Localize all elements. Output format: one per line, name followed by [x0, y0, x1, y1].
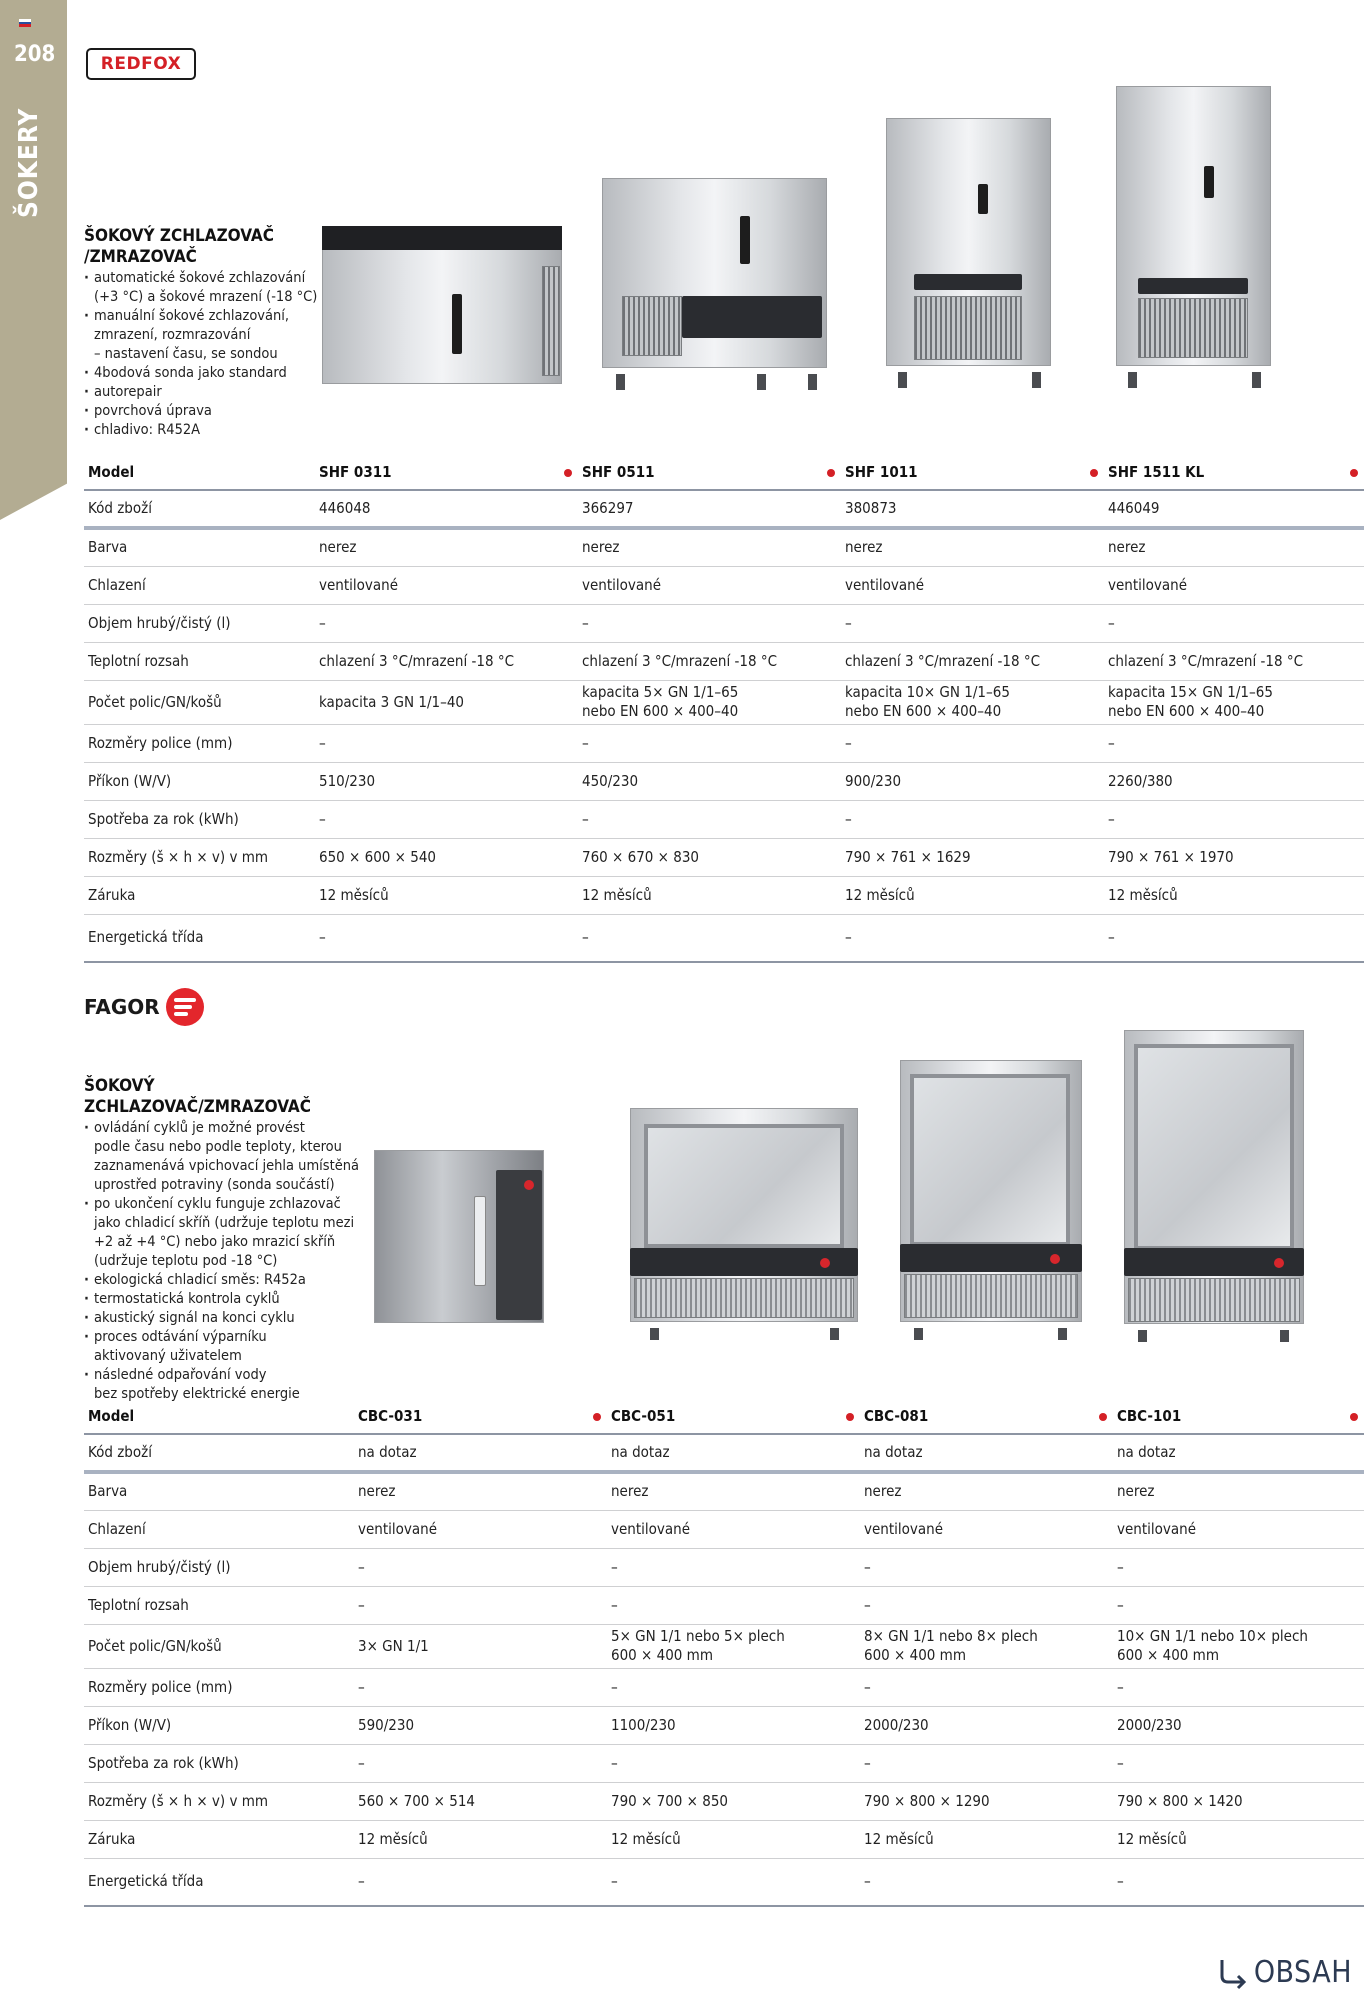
table-header-row: [84, 1400, 1364, 1434]
table-cell: 560 × 700 × 514: [354, 1782, 607, 1820]
table-cell: 2260/380: [1104, 762, 1364, 800]
table-cell: 790 × 800 × 1290: [860, 1782, 1113, 1820]
feature-item: · po ukončení cyklu funguje zchlazovač jako chladicí skříň (udržuje teplotu mezi +2 až +4 °C) nebo jako mrazicí skříň (udržuje teplotu pod -18 °C): [84, 1195, 384, 1271]
table-cell: Energetická třída: [84, 1858, 354, 1906]
table-cell: Objem hrubý/čistý (l): [84, 1548, 354, 1586]
table-cell: ventilované: [354, 1510, 607, 1548]
fagor-description: [84, 1076, 384, 1404]
table-cell: 12 měsíců: [578, 876, 841, 914]
table-cell: 12 měsíců: [1104, 876, 1364, 914]
table-cell: –: [354, 1858, 607, 1906]
table-cell: 790 × 761 × 1629: [841, 838, 1104, 876]
table-cell: –: [1113, 1548, 1364, 1586]
table-cell: 380873: [841, 490, 1104, 528]
product-image-cbc101: [1124, 1030, 1304, 1342]
table-cell: –: [860, 1744, 1113, 1782]
header-cell: CBC-031: [354, 1400, 607, 1434]
table-row: [84, 528, 1364, 566]
table-cell: ventilované: [1104, 566, 1364, 604]
table-cell: kapacita 3 GN 1/1–40: [315, 680, 578, 724]
feature-item: · akustický signál na konci cyklu: [84, 1309, 384, 1328]
header-cell: Model: [84, 456, 315, 490]
table-cell: ventilované: [578, 566, 841, 604]
feature-item: · ovládání cyklů je možné provést podle času nebo podle teploty, kterou zaznamenává vpichovací jehla umístěná uprostřed potraviny (sonda součástí): [84, 1119, 384, 1195]
product-image-shf0311: [322, 226, 562, 396]
table-cell: Záruka: [84, 1820, 354, 1858]
table-row: [84, 724, 1364, 762]
table-cell: nerez: [607, 1472, 860, 1510]
table-cell: –: [607, 1548, 860, 1586]
table-cell: Barva: [84, 1472, 354, 1510]
redfox-logo: REDFOX: [86, 48, 196, 80]
table-cell: kapacita 5× GN 1/1–65 nebo EN 600 × 400–40: [578, 680, 841, 724]
table-cell: –: [1104, 800, 1364, 838]
header-cell: SHF 0311: [315, 456, 578, 490]
table-cell: –: [841, 914, 1104, 962]
table-cell: –: [315, 914, 578, 962]
feature-item: · ekologická chladicí směs: R452a: [84, 1271, 384, 1290]
table-cell: nerez: [315, 528, 578, 566]
table-cell: 12 měsíců: [860, 1820, 1113, 1858]
header-cell: Model: [84, 1400, 354, 1434]
flag-icon: [19, 19, 31, 27]
feature-item: · automatické šokové zchlazování (+3 °C) a šokové mrazení (-18 °C): [84, 269, 384, 307]
table-row: [84, 800, 1364, 838]
table-cell: na dotaz: [1113, 1434, 1364, 1472]
table-cell: –: [1104, 914, 1364, 962]
table-cell: –: [315, 724, 578, 762]
section-tab: [0, 0, 67, 520]
table-row: [84, 1668, 1364, 1706]
table-cell: –: [354, 1744, 607, 1782]
fagor-feature-list: [84, 1119, 384, 1404]
table-cell: –: [860, 1586, 1113, 1624]
table-cell: –: [860, 1548, 1113, 1586]
red-dot-icon: [1090, 469, 1098, 477]
table-row: [84, 876, 1364, 914]
table-cell: –: [1104, 604, 1364, 642]
table-row: [84, 1510, 1364, 1548]
table-row: [84, 1586, 1364, 1624]
table-cell: na dotaz: [860, 1434, 1113, 1472]
table-row: [84, 680, 1364, 724]
table-cell: chlazení 3 °C/mrazení -18 °C: [315, 642, 578, 680]
table-cell: 760 × 670 × 830: [578, 838, 841, 876]
page-number: 208: [14, 42, 56, 67]
feature-item: · manuální šokové zchlazování, zmrazení, rozmrazování – nastavení času, se sondou: [84, 307, 384, 364]
table-cell: Příkon (W/V): [84, 1706, 354, 1744]
table-cell: nerez: [841, 528, 1104, 566]
table-row: [84, 1858, 1364, 1906]
table-cell: 12 měsíců: [841, 876, 1104, 914]
table-cell: Rozměry (š × h × v) v mm: [84, 838, 315, 876]
table-cell: Kód zboží: [84, 1434, 354, 1472]
product-image-shf1511kl: [1116, 86, 1271, 388]
table-cell: 900/230: [841, 762, 1104, 800]
table-cell: 366297: [578, 490, 841, 528]
table-row: [84, 1782, 1364, 1820]
table-cell: chlazení 3 °C/mrazení -18 °C: [841, 642, 1104, 680]
table-cell: –: [607, 1586, 860, 1624]
feature-item: · chladivo: R452A: [84, 421, 384, 440]
table-cell: 446049: [1104, 490, 1364, 528]
table-cell: Energetická třída: [84, 914, 315, 962]
table-cell: –: [1104, 724, 1364, 762]
table-cell: 3× GN 1/1: [354, 1624, 607, 1668]
table-cell: –: [315, 800, 578, 838]
redfox-title: ŠOKOVÝ ZCHLAZOVAČ /ZMRAZOVAČ: [84, 226, 274, 267]
table-cell: 1100/230: [607, 1706, 860, 1744]
table-cell: 12 měsíců: [607, 1820, 860, 1858]
feature-item: · termostatická kontrola cyklů: [84, 1290, 384, 1309]
fagor-spec-table: [84, 1400, 1364, 1907]
table-row: [84, 604, 1364, 642]
table-cell: Počet polic/GN/košů: [84, 1624, 354, 1668]
table-cell: 446048: [315, 490, 578, 528]
red-dot-icon: [1350, 469, 1358, 477]
table-cell: –: [1113, 1668, 1364, 1706]
table-cell: Chlazení: [84, 566, 315, 604]
table-cell: 790 × 800 × 1420: [1113, 1782, 1364, 1820]
redfox-spec-table: [84, 456, 1364, 963]
table-cell: 12 měsíců: [1113, 1820, 1364, 1858]
table-row: [84, 1548, 1364, 1586]
table-cell: ventilované: [841, 566, 1104, 604]
table-cell: –: [860, 1858, 1113, 1906]
table-cell: –: [354, 1548, 607, 1586]
table-cell: 5× GN 1/1 nebo 5× plech 600 × 400 mm: [607, 1624, 860, 1668]
table-cell: chlazení 3 °C/mrazení -18 °C: [1104, 642, 1364, 680]
fagor-mark-icon: [166, 988, 204, 1026]
table-cell: –: [607, 1744, 860, 1782]
table-cell: –: [354, 1668, 607, 1706]
feature-item: · povrchová úprava: [84, 402, 384, 421]
red-dot-icon: [827, 469, 835, 477]
table-cell: 2000/230: [860, 1706, 1113, 1744]
table-row: [84, 762, 1364, 800]
table-header-row: [84, 456, 1364, 490]
table-cell: –: [1113, 1586, 1364, 1624]
return-arrow-icon: [1216, 1956, 1250, 1990]
table-row: [84, 1472, 1364, 1510]
product-image-cbc081: [900, 1060, 1082, 1340]
table-cell: –: [860, 1668, 1113, 1706]
table-cell: Objem hrubý/čistý (l): [84, 604, 315, 642]
table-cell: –: [354, 1586, 607, 1624]
table-cell: Spotřeba za rok (kWh): [84, 800, 315, 838]
table-row: [84, 1744, 1364, 1782]
feature-item: · 4bodová sonda jako standard: [84, 364, 384, 383]
table-cell: 12 měsíců: [354, 1820, 607, 1858]
table-cell: nerez: [354, 1472, 607, 1510]
table-cell: Rozměry (š × h × v) v mm: [84, 1782, 354, 1820]
table-cell: –: [578, 604, 841, 642]
header-cell: SHF 0511: [578, 456, 841, 490]
table-cell: kapacita 15× GN 1/1–65 nebo EN 600 × 400–40: [1104, 680, 1364, 724]
table-cell: ventilované: [860, 1510, 1113, 1548]
product-image-shf1011: [886, 118, 1051, 388]
feature-item: · autorepair: [84, 383, 384, 402]
table-cell: chlazení 3 °C/mrazení -18 °C: [578, 642, 841, 680]
red-dot-icon: [564, 469, 572, 477]
table-cell: 10× GN 1/1 nebo 10× plech 600 × 400 mm: [1113, 1624, 1364, 1668]
table-cell: –: [841, 724, 1104, 762]
contents-link[interactable]: [1216, 1955, 1352, 1990]
table-cell: 790 × 700 × 850: [607, 1782, 860, 1820]
fagor-logo: FAGOR: [84, 988, 204, 1026]
table-row: [84, 642, 1364, 680]
table-cell: nerez: [860, 1472, 1113, 1510]
table-cell: Příkon (W/V): [84, 762, 315, 800]
header-cell: CBC-081: [860, 1400, 1113, 1434]
table-cell: nerez: [578, 528, 841, 566]
feature-item: · proces odtávání výparníku aktivovaný uživatelem: [84, 1328, 384, 1366]
table-cell: 790 × 761 × 1970: [1104, 838, 1364, 876]
table-cell: Teplotní rozsah: [84, 642, 315, 680]
table-cell: –: [1113, 1744, 1364, 1782]
table-cell: Kód zboží: [84, 490, 315, 528]
contents-link-label: OBSAH: [1253, 1955, 1352, 1990]
table-cell: nerez: [1113, 1472, 1364, 1510]
table-cell: –: [315, 604, 578, 642]
table-cell: Záruka: [84, 876, 315, 914]
table-cell: Teplotní rozsah: [84, 1586, 354, 1624]
table-row: [84, 490, 1364, 528]
table-cell: kapacita 10× GN 1/1–65 nebo EN 600 × 400–40: [841, 680, 1104, 724]
table-cell: –: [578, 914, 841, 962]
feature-item: · následné odpařování vody bez spotřeby elektrické energie: [84, 1366, 384, 1404]
table-cell: 650 × 600 × 540: [315, 838, 578, 876]
section-title: ŠOKERY: [14, 107, 44, 218]
red-dot-icon: [593, 1413, 601, 1421]
table-cell: 8× GN 1/1 nebo 8× plech 600 × 400 mm: [860, 1624, 1113, 1668]
red-dot-icon: [1350, 1413, 1358, 1421]
red-dot-icon: [846, 1413, 854, 1421]
table-row: [84, 1624, 1364, 1668]
table-cell: –: [1113, 1858, 1364, 1906]
red-dot-icon: [1099, 1413, 1107, 1421]
product-image-cbc031: [374, 1150, 544, 1335]
table-cell: –: [607, 1668, 860, 1706]
table-cell: Spotřeba za rok (kWh): [84, 1744, 354, 1782]
header-cell: CBC-051: [607, 1400, 860, 1434]
product-image-shf0511: [602, 178, 827, 390]
table-cell: Chlazení: [84, 1510, 354, 1548]
table-row: [84, 1434, 1364, 1472]
table-cell: Rozměry police (mm): [84, 724, 315, 762]
header-cell: SHF 1511 KL: [1104, 456, 1364, 490]
table-row: [84, 838, 1364, 876]
table-cell: 12 měsíců: [315, 876, 578, 914]
table-cell: –: [607, 1858, 860, 1906]
table-cell: Rozměry police (mm): [84, 1668, 354, 1706]
table-cell: ventilované: [315, 566, 578, 604]
table-cell: na dotaz: [607, 1434, 860, 1472]
table-cell: ventilované: [1113, 1510, 1364, 1548]
product-image-cbc051: [630, 1108, 858, 1340]
table-cell: 510/230: [315, 762, 578, 800]
header-cell: CBC-101: [1113, 1400, 1364, 1434]
table-cell: –: [841, 604, 1104, 642]
table-cell: 2000/230: [1113, 1706, 1364, 1744]
table-cell: na dotaz: [354, 1434, 607, 1472]
table-cell: Počet polic/GN/košů: [84, 680, 315, 724]
table-cell: Barva: [84, 528, 315, 566]
table-cell: 450/230: [578, 762, 841, 800]
table-cell: 590/230: [354, 1706, 607, 1744]
table-cell: –: [841, 800, 1104, 838]
table-row: [84, 1820, 1364, 1858]
table-row: [84, 1706, 1364, 1744]
table-cell: –: [578, 724, 841, 762]
table-cell: ventilované: [607, 1510, 860, 1548]
table-row: [84, 914, 1364, 962]
fagor-title: ŠOKOVÝ ZCHLAZOVAČ/ZMRAZOVAČ: [84, 1076, 311, 1117]
header-cell: SHF 1011: [841, 456, 1104, 490]
table-row: [84, 566, 1364, 604]
table-cell: –: [578, 800, 841, 838]
table-cell: nerez: [1104, 528, 1364, 566]
